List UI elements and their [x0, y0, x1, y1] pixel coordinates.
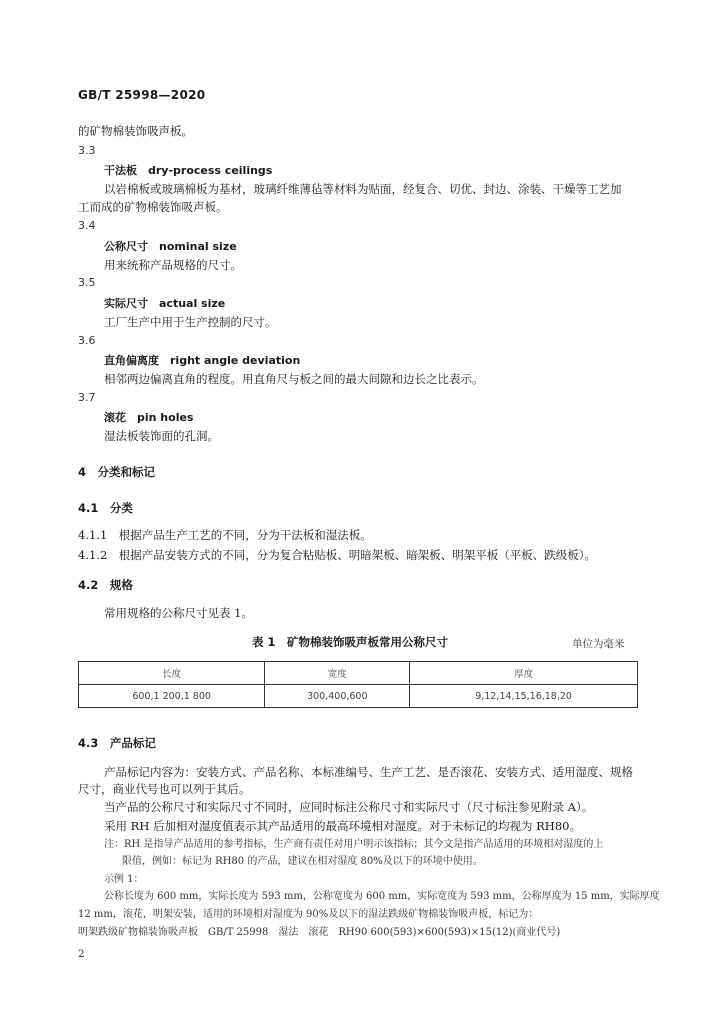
note-text-cont: 限值，例如：标记为 RH80 的产品，建议在相对湿度 80%及以下的环境中使用。	[122, 856, 483, 867]
table-header-cell: 厚度	[410, 662, 638, 685]
term-definition: 工厂生产中用于生产控制的尺寸。	[104, 315, 277, 329]
term-number: 3.3	[78, 144, 96, 157]
paragraph: 产品标记内容为：安装方式、产品名称、本标准编号、生产工艺、是否滚花、安装方式、适用湿度、规格	[104, 765, 633, 779]
clause-text: 常用规格的公称尺寸见表 1。	[104, 606, 253, 620]
clause-text: 4.1.2 根据产品安装方式的不同，分为复合粘贴板、明暗架板、暗架板、明架平板（平板、跌级板）。	[78, 548, 597, 562]
example-marking: 明架跌级矿物棉装饰吸声板 GB/T 25998 湿法 滚花 RH90 600(593)×600(593)×15(12)(商业代号)	[78, 927, 561, 938]
paragraph: 当产品的公称尺寸和实际尺寸不同时，应同时标注公称尺寸和实际尺寸（尺寸标注参见附录 A）。	[104, 800, 594, 814]
term-number: 3.7	[78, 391, 96, 404]
term-definition-cont: 工而成的矿物棉装饰吸声板。	[78, 200, 228, 214]
subsection-heading: 4.3 产品标记	[78, 736, 156, 750]
page-number: 2	[78, 948, 85, 960]
note-text: 注：RH 是指导产品适用的参考指标，生产商有责任对用户明示该指标；其今文是指产品适用的环境相对湿度的上	[104, 839, 604, 850]
table-caption: 表 1 矿物棉装饰吸声板常用公称尺寸	[252, 635, 449, 649]
table-header-row	[79, 662, 638, 685]
term-number: 3.6	[78, 334, 96, 347]
table-cell: 600,1 200,1 800	[79, 685, 265, 708]
term-definition: 以岩棉板或玻璃棉板为基材，玻璃纤维薄毡等材料为贴面，经复合、切优、封边、涂装、干燥等工艺加	[104, 182, 622, 196]
term-title: 实际尺寸 actual size	[104, 297, 226, 310]
section-heading: 4 分类和标记	[78, 465, 156, 479]
paragraph-cont: 尺寸，商业代号也可以列于其后。	[78, 782, 251, 796]
table-header-cell: 宽度	[265, 662, 410, 685]
term-title: 公称尺寸 nominal size	[104, 240, 237, 253]
table-row	[79, 685, 638, 708]
paragraph: 采用 RH 后加相对湿度值表示其产品适用的最高环境相对湿度。对于未标记的均视为 RH80。	[104, 819, 581, 833]
term-definition: 相邻两边偏离直角的程度。用直角尺与板之间的最大间隙和边长之比表示。	[104, 372, 484, 386]
term-title: 滚花 pin holes	[104, 411, 194, 424]
term-title: 直角偏离度 right angle deviation	[104, 354, 301, 367]
term-definition: 湿法板装饰面的孔洞。	[104, 429, 219, 443]
example-text-cont: 12 mm，滚花，明架安装，适用的环境相对湿度为 90%及以下的湿法跌级矿物棉装饰吸声板，标记为：	[78, 909, 539, 920]
subsection-heading: 4.2 规格	[78, 578, 133, 592]
term-number: 3.4	[78, 219, 96, 232]
continuation-text: 的矿物棉装饰吸声板。	[78, 124, 193, 138]
table-cell: 300,400,600	[265, 685, 410, 708]
term-title: 干法板 dry-process ceilings	[104, 164, 273, 177]
example-text: 公称长度为 600 mm，实际长度为 593 mm，公称宽度为 600 mm，实际宽度为 593 mm，公称厚度为 15 mm，实际厚度	[104, 891, 660, 902]
table-cell: 9,12,14,15,16,18,20	[410, 685, 638, 708]
table-unit: 单位为毫米	[572, 638, 625, 650]
term-number: 3.5	[78, 276, 96, 289]
subsection-heading: 4.1 分类	[78, 501, 133, 515]
table-header-cell: 长度	[79, 662, 265, 685]
standard-header: GB/T 25998—2020	[78, 88, 206, 102]
spec-table	[78, 661, 638, 708]
example-label: 示例 1：	[104, 874, 144, 885]
term-definition: 用来统称产品规格的尺寸。	[104, 258, 242, 272]
clause-text: 4.1.1 根据产品生产工艺的不同，分为干法板和湿法板。	[78, 528, 372, 542]
